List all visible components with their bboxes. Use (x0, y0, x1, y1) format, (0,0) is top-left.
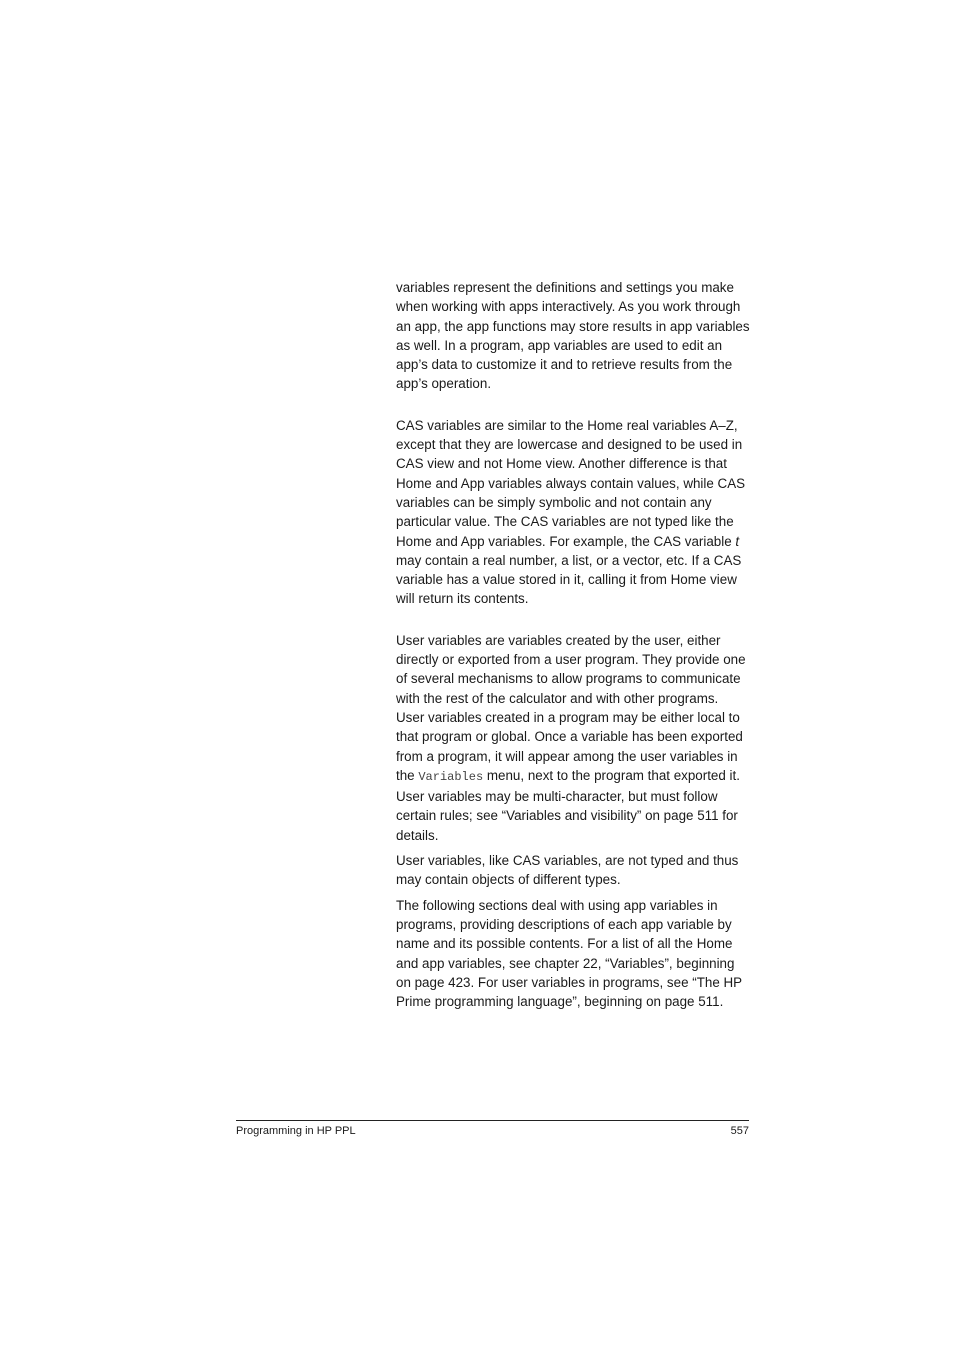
paragraph-user-variables-types: User variables, like CAS variables, are not typed and thus may contain objects of different types. (396, 853, 739, 888)
variables-menu-code: Variables (418, 769, 484, 784)
paragraph-user-variables (396, 631, 750, 845)
footer-section-title: Programming in HP PPL (236, 1125, 356, 1137)
cas-text-start: CAS variables are similar to the Home real variables A–Z, except that they are lowercase and designed to be used in CAS view and not Home view. Another difference is that Home and App variables always contain values, while CAS variables can be simply symbolic and not contain any particular value. The CAS variables are not typed like the Home and App variables. For example, the CAS variable (396, 417, 746, 549)
page-footer (236, 1120, 749, 1137)
paragraph-following-sections: The following sections deal with using app variables in programs, providing descriptions of each app variable by name and its possible contents. For a list of all the Home and app variables, see chapter 22, “Variables”, beginning on page 423. For user variables in programs, see “The HP Prime programming language”, beginning on page 511. (396, 897, 742, 1010)
user-vars-text-end: menu, next to the program that exported it. User variables may be multi-character, but must follow certain rules; see “Variables and visibility” on page 511 for details. (396, 767, 740, 843)
body-text-column (396, 278, 750, 1011)
user-vars-text-start: User variables are variables created by the user, either directly or exported from a user program. They provide one of several mechanisms to allow programs to communicate with the rest of the calculator and with other programs. User variables created in a program may be either local to that program or global. Once a variable has been exported from a program, it will appear among the user variables in the (396, 632, 746, 783)
footer-page-number: 557 (730, 1125, 749, 1137)
cas-variable-t: t (735, 533, 740, 549)
cas-text-end: may contain a real number, a list, or a vector, etc. If a CAS variable has a value stored in it, calling it from Home view will return its contents. (396, 552, 742, 607)
paragraph-app-variables: variables represent the definitions and settings you make when working with apps interactively. As you work through an app, the app functions may store results in app variables as well. In a program, app variables are used to edit an app’s data to customize it and to retrieve results from the app’s operation. (396, 280, 750, 392)
paragraph-cas-variables (396, 416, 750, 609)
